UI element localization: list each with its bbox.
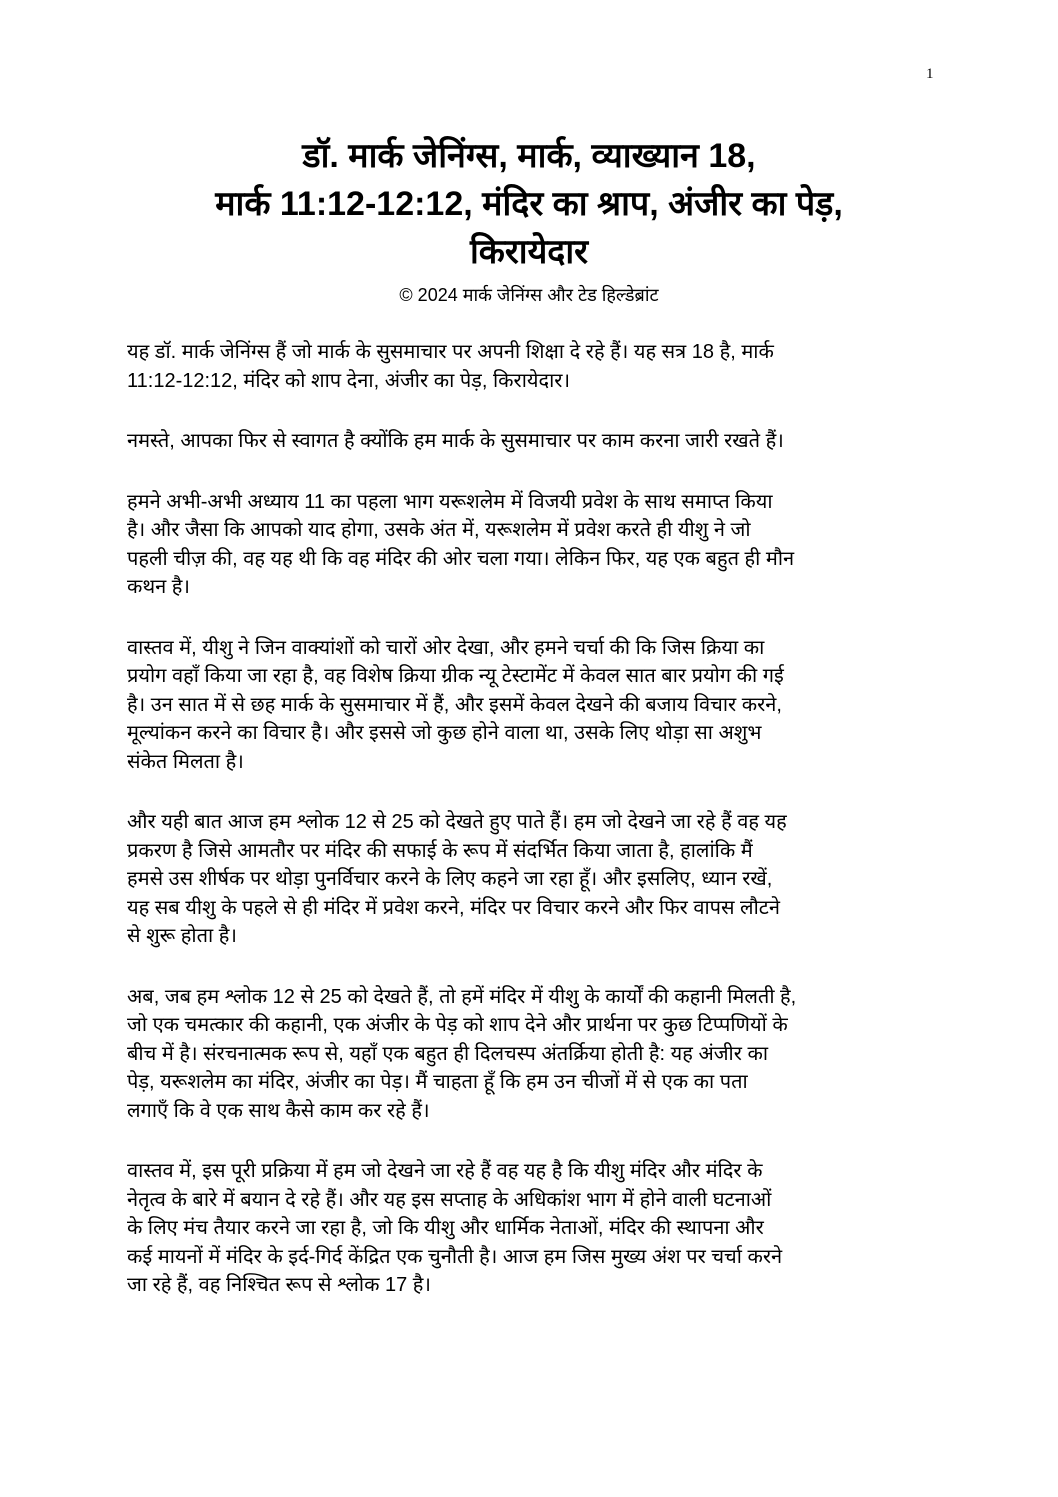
paragraph-line: और यही बात आज हम श्लोक 12 से 25 को देखते हुए पाते हैं। हम जो देखने जा रहे हैं वह यह [127,811,787,833]
paragraph-line: जा रहे हैं, वह निश्चित रूप से श्लोक 17 है। [127,1274,432,1296]
paragraph-line: वास्तव में, यीशु ने जिन वाक्यांशों को चारों ओर देखा, और हमने चर्चा की कि जिस क्रिया का [127,636,765,659]
title-line: मार्क 11:12-12:12, मंदिर का श्राप, अंजीर का पेड़, [215,185,843,223]
paragraph [127,1157,937,1300]
paragraph [127,634,937,777]
paragraph-line: पेड़, यरूशलेम का मंदिर, अंजीर का पेड़। मैं चाहता हूँ कि हम उन चीजों में से एक का पता [127,1071,748,1093]
paragraph-line: 11:12-12:12, मंदिर को शाप देना, अंजीर का पेड़, किरायेदार। [127,369,571,392]
paragraph-line: मूल्यांकन करने का विचार है। और इससे जो कुछ होने वाला था, उसके लिए थोड़ा सा अशुभ [127,722,762,744]
paragraph-line: है। और जैसा कि आपको याद होगा, उसके अंत में, यरूशलेम में प्रवेश करते ही यीशु ने जो [127,519,751,541]
title-line: डॉ. मार्क जेनिंग्स, मार्क, व्याख्यान 18, [302,137,756,175]
paragraph-line: प्रयोग वहाँ किया जा रहा है, वह विशेष क्रिया ग्रीक न्यू टेस्टामेंट में केवल सात बार प्रयोग की गई [127,665,784,687]
document-body [127,338,937,1332]
paragraph [127,808,937,951]
paragraph-line: हमसे उस शीर्षक पर थोड़ा पुनर्विचार करने के लिए कहने जा रहा हूँ। और इसलिए, ध्यान रखें, [127,868,773,890]
paragraph-line: कई मायनों में मंदिर के इर्द-गिर्द केंद्रित एक चुनौती है। आज हम जिस मुख्य अंश पर चर्चा करने [127,1245,783,1268]
paragraph-line: बीच में है। संरचनात्मक रूप से, यहाँ एक बहुत ही दिलचस्प अंतर्क्रिया होती है: यह अंजीर का [127,1042,769,1065]
paragraph-line: यह डॉ. मार्क जेनिंग्स हैं जो मार्क के सुसमाचार पर अपनी शिक्षा दे रहे हैं। यह सत्र 18 है, मार्क [127,341,774,363]
document-title [0,132,1058,276]
paragraph-line: अब, जब हम श्लोक 12 से 25 को देखते हैं, तो हमें मंदिर में यीशु के कार्यों की कहानी मिलती है, [127,985,797,1008]
paragraph-line: संकेत मिलता है। [127,750,244,773]
copyright-notice: © 2024 मार्क जेनिंग्स और टेड हिल्डेब्रांट [399,285,659,305]
paragraph-line: के लिए मंच तैयार करने जा रहा है, जो कि यीशु और धार्मिक नेताओं, मंदिर की स्थापना और [127,1217,764,1239]
paragraph-line: वास्तव में, इस पूरी प्रक्रिया में हम जो देखने जा रहे हैं वह यह है कि यीशु मंदिर और मंदिर के [127,1160,763,1182]
paragraph-line: से शुरू होता है। [127,925,237,947]
paragraph-line: है। उन सात में से छह मार्क के सुसमाचार में हैं, और इसमें केवल देखने की बजाय विचार करने, [127,693,782,716]
paragraph [127,488,937,602]
paragraph-line: जो एक चमत्कार की कहानी, एक अंजीर के पेड़ को शाप देने और प्रार्थना पर कुछ टिप्पणियों के [127,1014,788,1036]
paragraph [127,427,937,456]
paragraph-line: प्रकरण है जिसे आमतौर पर मंदिर की सफाई के रूप में संदर्भित किया जाता है, हालांकि मैं [127,839,753,862]
paragraph-line: पहली चीज़ की, वह यह थी कि वह मंदिर की ओर चला गया। लेकिन फिर, यह एक बहुत ही मौन [127,547,795,570]
paragraph [127,338,937,395]
page-number: 1 [926,66,934,82]
paragraph-line: नमस्ते, आपका फिर से स्वागत है क्योंकि हम मार्क के सुसमाचार पर काम करना जारी रखते हैं। [127,430,784,452]
paragraph-line: यह सब यीशु के पहले से ही मंदिर में प्रवेश करने, मंदिर पर विचार करने और फिर वापस लौटने [127,896,780,919]
paragraph-line: कथन है। [127,576,190,598]
paragraph-line: हमने अभी-अभी अध्याय 11 का पहला भाग यरूशलेम में विजयी प्रवेश के साथ समाप्त किया [127,490,773,513]
paragraph [127,983,937,1126]
paragraph-line: नेतृत्व के बारे में बयान दे रहे हैं। और यह इस सप्ताह के अधिकांश भाग में होने वाली घटनाओं [127,1188,772,1211]
title-line: किरायेदार [469,233,589,271]
paragraph-line: लगाएँ कि वे एक साथ कैसे काम कर रहे हैं। [127,1099,430,1122]
